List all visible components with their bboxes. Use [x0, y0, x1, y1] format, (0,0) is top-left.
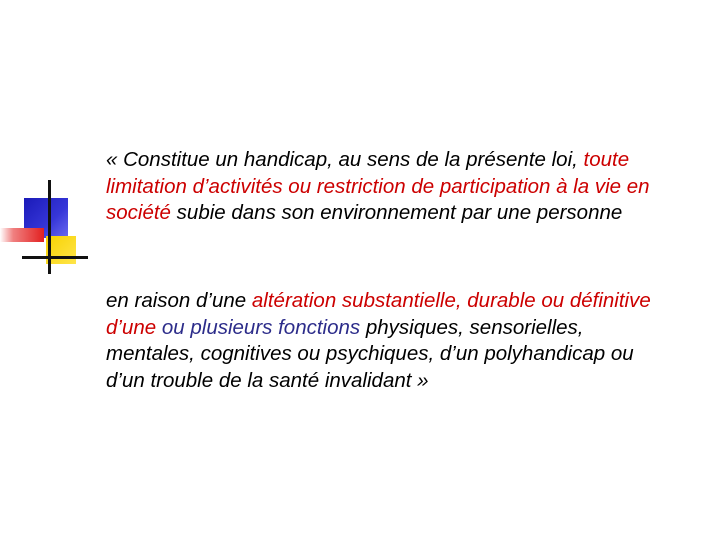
p2-intro: en raison d’une — [106, 289, 252, 312]
p2-emphasis-blue: ou plusieurs fonctions — [156, 315, 361, 339]
p1-end: subie dans son environnement par une personne — [170, 201, 623, 224]
definition-paragraph-1 — [106, 147, 676, 227]
definition-paragraph-2 — [106, 288, 676, 394]
vertical-line — [48, 180, 51, 274]
p1-emphasis: toute limitation d’activités ou restriction de participation à la vie en société — [106, 148, 650, 224]
p2-emphasis-red: altération substantielle, durable ou définitive d’une — [106, 289, 651, 339]
p2-end: physiques, sensorielles, mentales, cognitives ou psychiques, d’un polyhandicap ou d’un trouble de la santé invalidant » — [106, 315, 634, 392]
horizontal-line — [22, 256, 88, 259]
decorative-logo — [0, 180, 90, 280]
red-bar — [0, 228, 44, 242]
p1-intro: « Constitue un handicap, au sens de la présente loi, — [106, 148, 584, 171]
